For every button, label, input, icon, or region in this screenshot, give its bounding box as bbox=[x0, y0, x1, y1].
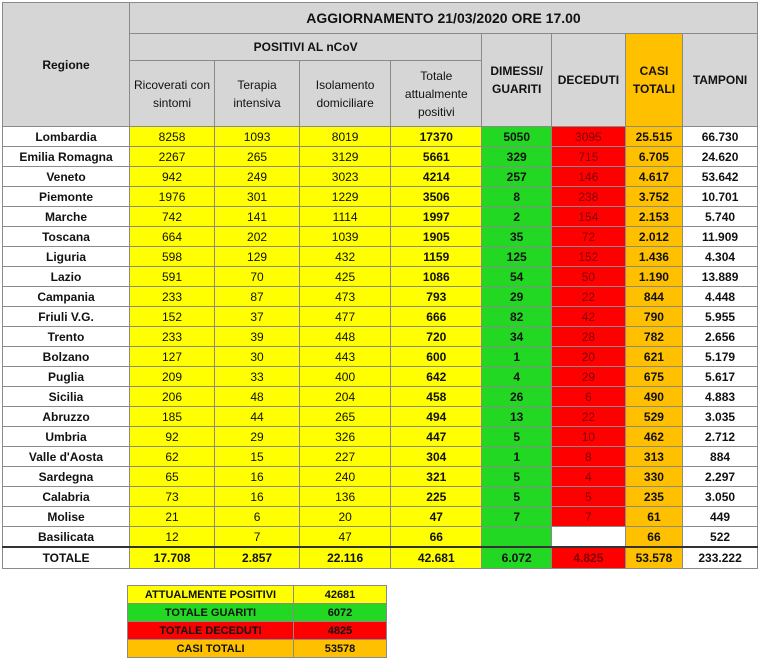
cell-tamponi: 53.642 bbox=[683, 167, 758, 187]
cell-terapia: 249 bbox=[215, 167, 300, 187]
cell-deceduti: 42 bbox=[552, 307, 626, 327]
cell-isolamento: 8019 bbox=[300, 127, 391, 147]
cell-deceduti: 29 bbox=[552, 367, 626, 387]
cell-totale: 47 bbox=[391, 507, 482, 527]
cell-regione: Campania bbox=[3, 287, 130, 307]
cell-dimessi: 1 bbox=[482, 447, 552, 467]
summary-label: CASI TOTALI bbox=[128, 640, 294, 658]
cell-regione: Piemonte bbox=[3, 187, 130, 207]
cell-totale: 793 bbox=[391, 287, 482, 307]
cell-terapia: 16 bbox=[215, 467, 300, 487]
cell-dimessi: 5 bbox=[482, 427, 552, 447]
cell-terapia: 70 bbox=[215, 267, 300, 287]
summary-label: TOTALE DECEDUTI bbox=[128, 622, 294, 640]
cell-totale: 1159 bbox=[391, 247, 482, 267]
cell-terapia: 48 bbox=[215, 387, 300, 407]
cell-totale: 447 bbox=[391, 427, 482, 447]
table-row bbox=[3, 467, 758, 487]
cell-totale: 642 bbox=[391, 367, 482, 387]
cell-tamponi: 66.730 bbox=[683, 127, 758, 147]
cell-ricoverati: 233 bbox=[130, 287, 215, 307]
cell-dimessi: 1 bbox=[482, 347, 552, 367]
cell-regione: Umbria bbox=[3, 427, 130, 447]
cell-casi: 844 bbox=[625, 287, 682, 307]
cell-totale: 458 bbox=[391, 387, 482, 407]
table-row bbox=[3, 307, 758, 327]
cell-isolamento: 3023 bbox=[300, 167, 391, 187]
cell-terapia: 301 bbox=[215, 187, 300, 207]
cell-casi: 2.153 bbox=[625, 207, 682, 227]
cell-ricoverati: 233 bbox=[130, 327, 215, 347]
cell-totale: 666 bbox=[391, 307, 482, 327]
cell-regione: Valle d'Aosta bbox=[3, 447, 130, 467]
cell-isolamento: 443 bbox=[300, 347, 391, 367]
cell-casi: 462 bbox=[625, 427, 682, 447]
cell-ricoverati: 209 bbox=[130, 367, 215, 387]
header-positivi-group: POSITIVI AL nCoV bbox=[130, 34, 482, 61]
cell-dimessi: 329 bbox=[482, 147, 552, 167]
cell-tamponi: 449 bbox=[683, 507, 758, 527]
cell-dimessi: 8 bbox=[482, 187, 552, 207]
cell-totale: 321 bbox=[391, 467, 482, 487]
cell-deceduti: 146 bbox=[552, 167, 626, 187]
summary-label: ATTUALMENTE POSITIVI bbox=[128, 586, 294, 604]
table-row bbox=[3, 367, 758, 387]
cell-totale: 720 bbox=[391, 327, 482, 347]
summary-value: 6072 bbox=[294, 604, 387, 622]
cell-casi: 790 bbox=[625, 307, 682, 327]
cell-dimessi: 5 bbox=[482, 467, 552, 487]
cell-casi: 621 bbox=[625, 347, 682, 367]
cell-terapia: 141 bbox=[215, 207, 300, 227]
total-isolamento: 22.116 bbox=[300, 547, 391, 569]
cell-deceduti bbox=[552, 527, 626, 548]
total-terapia: 2.857 bbox=[215, 547, 300, 569]
cell-regione: Lazio bbox=[3, 267, 130, 287]
cell-isolamento: 1039 bbox=[300, 227, 391, 247]
cell-isolamento: 1114 bbox=[300, 207, 391, 227]
cell-ricoverati: 942 bbox=[130, 167, 215, 187]
total-deceduti: 4.825 bbox=[552, 547, 626, 569]
cell-terapia: 129 bbox=[215, 247, 300, 267]
cell-deceduti: 4 bbox=[552, 467, 626, 487]
cell-dimessi: 257 bbox=[482, 167, 552, 187]
cell-isolamento: 477 bbox=[300, 307, 391, 327]
cell-tamponi: 2.297 bbox=[683, 467, 758, 487]
cell-regione: Toscana bbox=[3, 227, 130, 247]
cell-terapia: 15 bbox=[215, 447, 300, 467]
cell-tamponi: 24.620 bbox=[683, 147, 758, 167]
cell-totale: 4214 bbox=[391, 167, 482, 187]
cell-dimessi: 7 bbox=[482, 507, 552, 527]
cell-ricoverati: 591 bbox=[130, 267, 215, 287]
cell-casi: 61 bbox=[625, 507, 682, 527]
cell-totale: 1905 bbox=[391, 227, 482, 247]
cell-ricoverati: 92 bbox=[130, 427, 215, 447]
table-row bbox=[3, 447, 758, 467]
cell-deceduti: 22 bbox=[552, 407, 626, 427]
header-tamponi: TAMPONI bbox=[683, 34, 758, 127]
cell-totale: 3506 bbox=[391, 187, 482, 207]
cell-casi: 4.617 bbox=[625, 167, 682, 187]
cell-terapia: 44 bbox=[215, 407, 300, 427]
cell-tamponi: 10.701 bbox=[683, 187, 758, 207]
cell-isolamento: 3129 bbox=[300, 147, 391, 167]
cell-totale: 66 bbox=[391, 527, 482, 548]
cell-regione: Trento bbox=[3, 327, 130, 347]
cell-casi: 66 bbox=[625, 527, 682, 548]
cell-tamponi: 2.712 bbox=[683, 427, 758, 447]
cell-regione: Calabria bbox=[3, 487, 130, 507]
cell-dimessi: 5050 bbox=[482, 127, 552, 147]
cell-terapia: 16 bbox=[215, 487, 300, 507]
cell-tamponi: 884 bbox=[683, 447, 758, 467]
cell-terapia: 202 bbox=[215, 227, 300, 247]
summary-value: 42681 bbox=[294, 586, 387, 604]
cell-dimessi: 4 bbox=[482, 367, 552, 387]
cell-ricoverati: 8258 bbox=[130, 127, 215, 147]
cell-totale: 600 bbox=[391, 347, 482, 367]
cell-tamponi: 2.656 bbox=[683, 327, 758, 347]
cell-isolamento: 425 bbox=[300, 267, 391, 287]
total-casi: 53.578 bbox=[625, 547, 682, 569]
cell-ricoverati: 2267 bbox=[130, 147, 215, 167]
regional-data-table bbox=[2, 2, 758, 569]
cell-dimessi: 82 bbox=[482, 307, 552, 327]
cell-isolamento: 473 bbox=[300, 287, 391, 307]
cell-totale: 225 bbox=[391, 487, 482, 507]
table-row bbox=[3, 167, 758, 187]
header-ricoverati: Ricoverati con sintomi bbox=[130, 61, 215, 127]
summary-value: 53578 bbox=[294, 640, 387, 658]
cell-tamponi: 5.740 bbox=[683, 207, 758, 227]
cell-casi: 6.705 bbox=[625, 147, 682, 167]
cell-totale: 304 bbox=[391, 447, 482, 467]
table-row bbox=[3, 147, 758, 167]
cell-terapia: 37 bbox=[215, 307, 300, 327]
cell-regione: Marche bbox=[3, 207, 130, 227]
cell-dimessi: 29 bbox=[482, 287, 552, 307]
cell-dimessi: 2 bbox=[482, 207, 552, 227]
table-row bbox=[3, 327, 758, 347]
table-row bbox=[3, 127, 758, 147]
cell-tamponi: 5.955 bbox=[683, 307, 758, 327]
cell-dimessi: 34 bbox=[482, 327, 552, 347]
cell-casi: 235 bbox=[625, 487, 682, 507]
cell-regione: Liguria bbox=[3, 247, 130, 267]
cell-isolamento: 204 bbox=[300, 387, 391, 407]
header-casi-totali: CASI TOTALI bbox=[625, 34, 682, 127]
cell-casi: 675 bbox=[625, 367, 682, 387]
cell-ricoverati: 21 bbox=[130, 507, 215, 527]
cell-casi: 330 bbox=[625, 467, 682, 487]
summary-row bbox=[128, 586, 387, 604]
total-tamponi: 233.222 bbox=[683, 547, 758, 569]
cell-terapia: 30 bbox=[215, 347, 300, 367]
cell-dimessi: 35 bbox=[482, 227, 552, 247]
cell-regione: Molise bbox=[3, 507, 130, 527]
table-row bbox=[3, 387, 758, 407]
cell-deceduti: 7 bbox=[552, 507, 626, 527]
cell-deceduti: 8 bbox=[552, 447, 626, 467]
table-row bbox=[3, 507, 758, 527]
cell-isolamento: 136 bbox=[300, 487, 391, 507]
cell-deceduti: 20 bbox=[552, 347, 626, 367]
cell-deceduti: 6 bbox=[552, 387, 626, 407]
cell-ricoverati: 1976 bbox=[130, 187, 215, 207]
header-totale-positivi: Totale attualmente positivi bbox=[391, 61, 482, 127]
cell-totale: 17370 bbox=[391, 127, 482, 147]
cell-ricoverati: 742 bbox=[130, 207, 215, 227]
total-label: TOTALE bbox=[3, 547, 130, 569]
cell-tamponi: 5.617 bbox=[683, 367, 758, 387]
cell-terapia: 87 bbox=[215, 287, 300, 307]
page-title: AGGIORNAMENTO 21/03/2020 ORE 17.00 bbox=[130, 3, 758, 34]
summary-row bbox=[128, 622, 387, 640]
cell-ricoverati: 206 bbox=[130, 387, 215, 407]
total-ricoverati: 17.708 bbox=[130, 547, 215, 569]
cell-deceduti: 50 bbox=[552, 267, 626, 287]
cell-deceduti: 3095 bbox=[552, 127, 626, 147]
header-terapia: Terapia intensiva bbox=[215, 61, 300, 127]
table-row bbox=[3, 207, 758, 227]
cell-isolamento: 432 bbox=[300, 247, 391, 267]
cell-isolamento: 240 bbox=[300, 467, 391, 487]
cell-tamponi: 3.035 bbox=[683, 407, 758, 427]
summary-value: 4825 bbox=[294, 622, 387, 640]
cell-ricoverati: 185 bbox=[130, 407, 215, 427]
cell-isolamento: 20 bbox=[300, 507, 391, 527]
header-regione: Regione bbox=[3, 3, 130, 127]
table-row bbox=[3, 287, 758, 307]
table-body bbox=[3, 127, 758, 548]
cell-regione: Abruzzo bbox=[3, 407, 130, 427]
summary-row bbox=[128, 604, 387, 622]
cell-deceduti: 152 bbox=[552, 247, 626, 267]
summary-row bbox=[128, 640, 387, 658]
table-row bbox=[3, 227, 758, 247]
cell-ricoverati: 598 bbox=[130, 247, 215, 267]
total-positivi: 42.681 bbox=[391, 547, 482, 569]
cell-regione: Lombardia bbox=[3, 127, 130, 147]
cell-dimessi: 5 bbox=[482, 487, 552, 507]
cell-terapia: 7 bbox=[215, 527, 300, 548]
cell-isolamento: 265 bbox=[300, 407, 391, 427]
cell-deceduti: 28 bbox=[552, 327, 626, 347]
cell-tamponi: 5.179 bbox=[683, 347, 758, 367]
cell-deceduti: 72 bbox=[552, 227, 626, 247]
summary-label: TOTALE GUARITI bbox=[128, 604, 294, 622]
cell-terapia: 265 bbox=[215, 147, 300, 167]
cell-deceduti: 22 bbox=[552, 287, 626, 307]
cell-casi: 782 bbox=[625, 327, 682, 347]
cell-dimessi: 26 bbox=[482, 387, 552, 407]
cell-tamponi: 3.050 bbox=[683, 487, 758, 507]
total-dimessi: 6.072 bbox=[482, 547, 552, 569]
cell-dimessi: 13 bbox=[482, 407, 552, 427]
cell-deceduti: 154 bbox=[552, 207, 626, 227]
cell-casi: 2.012 bbox=[625, 227, 682, 247]
cell-regione: Basilicata bbox=[3, 527, 130, 548]
cell-regione: Emilia Romagna bbox=[3, 147, 130, 167]
cell-dimessi: 54 bbox=[482, 267, 552, 287]
cell-ricoverati: 62 bbox=[130, 447, 215, 467]
cell-ricoverati: 152 bbox=[130, 307, 215, 327]
cell-deceduti: 715 bbox=[552, 147, 626, 167]
cell-terapia: 29 bbox=[215, 427, 300, 447]
cell-totale: 494 bbox=[391, 407, 482, 427]
cell-terapia: 6 bbox=[215, 507, 300, 527]
cell-terapia: 39 bbox=[215, 327, 300, 347]
table-row bbox=[3, 427, 758, 447]
cell-casi: 313 bbox=[625, 447, 682, 467]
cell-ricoverati: 127 bbox=[130, 347, 215, 367]
cell-regione: Friuli V.G. bbox=[3, 307, 130, 327]
cell-terapia: 33 bbox=[215, 367, 300, 387]
cell-casi: 1.436 bbox=[625, 247, 682, 267]
cell-dimessi bbox=[482, 527, 552, 548]
cell-ricoverati: 664 bbox=[130, 227, 215, 247]
cell-isolamento: 227 bbox=[300, 447, 391, 467]
table-row bbox=[3, 247, 758, 267]
cell-tamponi: 11.909 bbox=[683, 227, 758, 247]
summary-table bbox=[127, 585, 387, 658]
total-row bbox=[3, 547, 758, 569]
cell-isolamento: 1229 bbox=[300, 187, 391, 207]
cell-tamponi: 4.883 bbox=[683, 387, 758, 407]
cell-isolamento: 400 bbox=[300, 367, 391, 387]
cell-isolamento: 47 bbox=[300, 527, 391, 548]
cell-regione: Sicilia bbox=[3, 387, 130, 407]
cell-regione: Puglia bbox=[3, 367, 130, 387]
cell-deceduti: 10 bbox=[552, 427, 626, 447]
cell-dimessi: 125 bbox=[482, 247, 552, 267]
table-row bbox=[3, 487, 758, 507]
cell-regione: Bolzano bbox=[3, 347, 130, 367]
cell-casi: 529 bbox=[625, 407, 682, 427]
cell-totale: 1086 bbox=[391, 267, 482, 287]
table-row bbox=[3, 347, 758, 367]
cell-ricoverati: 73 bbox=[130, 487, 215, 507]
cell-isolamento: 448 bbox=[300, 327, 391, 347]
cell-isolamento: 326 bbox=[300, 427, 391, 447]
cell-casi: 1.190 bbox=[625, 267, 682, 287]
cell-tamponi: 4.304 bbox=[683, 247, 758, 267]
cell-terapia: 1093 bbox=[215, 127, 300, 147]
header-isolamento: Isolamento domiciliare bbox=[300, 61, 391, 127]
cell-totale: 1997 bbox=[391, 207, 482, 227]
cell-deceduti: 5 bbox=[552, 487, 626, 507]
table-row bbox=[3, 407, 758, 427]
cell-casi: 490 bbox=[625, 387, 682, 407]
cell-deceduti: 238 bbox=[552, 187, 626, 207]
cell-casi: 25.515 bbox=[625, 127, 682, 147]
cell-totale: 5661 bbox=[391, 147, 482, 167]
table-row bbox=[3, 527, 758, 548]
cell-ricoverati: 65 bbox=[130, 467, 215, 487]
header-deceduti: DECEDUTI bbox=[552, 34, 626, 127]
table-row bbox=[3, 267, 758, 287]
cell-regione: Sardegna bbox=[3, 467, 130, 487]
cell-casi: 3.752 bbox=[625, 187, 682, 207]
cell-ricoverati: 12 bbox=[130, 527, 215, 548]
table-row bbox=[3, 187, 758, 207]
header-dimessi: DIMESSI/ GUARITI bbox=[482, 34, 552, 127]
cell-tamponi: 522 bbox=[683, 527, 758, 548]
cell-tamponi: 4.448 bbox=[683, 287, 758, 307]
cell-regione: Veneto bbox=[3, 167, 130, 187]
cell-tamponi: 13.889 bbox=[683, 267, 758, 287]
